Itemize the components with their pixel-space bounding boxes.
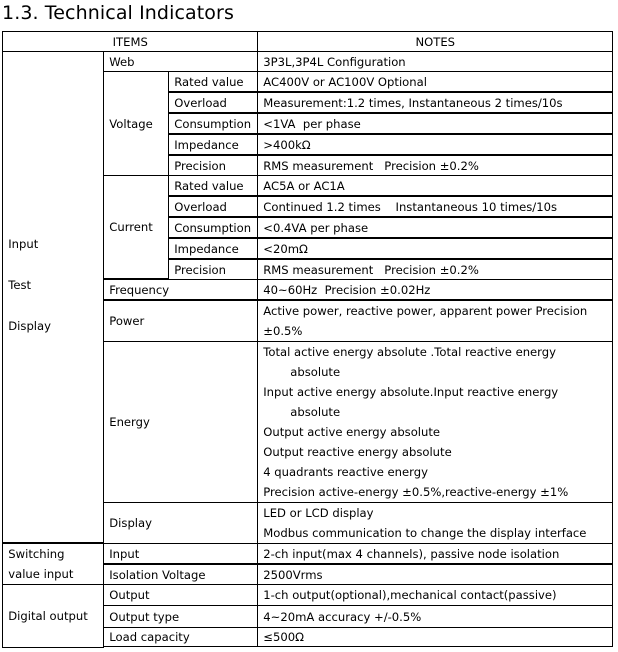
- item-label: Consumption: [174, 220, 252, 235]
- note-line: Total active energy absolute .Total reactive energy: [263, 345, 556, 360]
- item-label: Overload: [174, 95, 227, 110]
- item-label: Overload: [174, 199, 227, 214]
- note-voltage-impedance: [257, 134, 613, 155]
- item-label: Display: [109, 516, 152, 531]
- group-input-test-display: [2, 51, 104, 543]
- note-current-overload: [257, 196, 613, 217]
- note-text: AC5A or AC1A: [263, 178, 345, 193]
- item-energy: [103, 341, 258, 503]
- item-label: Output: [109, 588, 150, 603]
- page-title: 1.3. Technical Indicators: [2, 2, 234, 24]
- note-text: ≤500Ω: [263, 630, 304, 645]
- note-sw-input: [257, 543, 613, 564]
- note-line: ±0.5%: [263, 324, 303, 339]
- note-do-type: [257, 605, 613, 628]
- note-text: AC400V or AC100V Optional: [263, 74, 427, 89]
- note-web: [257, 51, 613, 72]
- note-text: Measurement:1.2 times, Instantaneous 2 times/10s: [263, 95, 563, 110]
- subgroup-voltage-label: Voltage: [109, 116, 153, 131]
- subgroup-voltage: [103, 71, 169, 176]
- header-items: [2, 31, 258, 52]
- item-label: Energy: [109, 415, 150, 430]
- note-power: [257, 300, 613, 342]
- item-label: Rated value: [174, 178, 244, 193]
- header-notes: [257, 31, 613, 52]
- note-current-precision: [257, 259, 613, 280]
- note-do-output: [257, 584, 613, 606]
- item-current-consumption: [168, 217, 258, 238]
- note-text: RMS measurement Precision ±0.2%: [263, 158, 479, 173]
- note-text: <0.4VA per phase: [263, 220, 369, 235]
- item-current-overload: [168, 196, 258, 217]
- item-voltage-overload: [168, 92, 258, 113]
- note-voltage-rated: [257, 71, 613, 92]
- item-label: Consumption: [174, 116, 252, 131]
- item-voltage-impedance: [168, 134, 258, 155]
- item-label: Frequency: [109, 282, 170, 297]
- note-line: Modbus communication to change the display interface: [263, 526, 587, 541]
- note-text: 1-ch output(optional),mechanical contact(passive): [263, 588, 557, 603]
- item-web-label: Web: [109, 54, 135, 69]
- group-switching-value-input: [2, 543, 104, 585]
- item-current-precision: [168, 259, 258, 280]
- note-line: Input active energy absolute.Input reactive energy: [263, 385, 559, 400]
- item-voltage-rated: [168, 71, 258, 92]
- group-label-display: Display: [8, 319, 51, 334]
- note-line: absolute: [290, 405, 341, 420]
- note-voltage-overload: [257, 92, 613, 113]
- subgroup-current: [103, 175, 169, 279]
- item-label: Output type: [109, 609, 180, 624]
- item-current-rated: [168, 175, 258, 196]
- item-current-impedance: [168, 238, 258, 259]
- note-text: 2500Vrms: [263, 567, 323, 582]
- item-display: [103, 502, 258, 544]
- subgroup-current-label: Current: [109, 220, 153, 235]
- item-label: Isolation Voltage: [109, 567, 206, 582]
- group-digital-output: [2, 584, 104, 648]
- note-voltage-consumption: [257, 113, 613, 134]
- item-label: Precision: [174, 158, 226, 173]
- note-line: LED or LCD display: [263, 506, 374, 521]
- note-text: Continued 1.2 times Instantaneous 10 times/10s: [263, 199, 557, 214]
- item-label: Rated value: [174, 74, 244, 89]
- group-label-input: Input: [8, 237, 39, 252]
- note-display: [257, 502, 613, 544]
- note-text: RMS measurement Precision ±0.2%: [263, 262, 479, 277]
- item-label: Input: [109, 546, 140, 561]
- note-current-rated: [257, 175, 613, 196]
- item-label: Impedance: [174, 241, 239, 256]
- note-text: 4~20mA accuracy +/-0.5%: [263, 609, 422, 624]
- note-current-consumption: [257, 217, 613, 238]
- group-label-test: Test: [8, 278, 32, 293]
- header-items-label: ITEMS: [112, 34, 148, 49]
- item-frequency: [103, 279, 258, 300]
- group-label-line: value input: [8, 567, 74, 582]
- item-do-type: [103, 605, 258, 628]
- note-text: >400kΩ: [263, 137, 311, 152]
- note-energy: [257, 341, 613, 503]
- header-notes-label: NOTES: [415, 34, 456, 49]
- note-current-impedance: [257, 238, 613, 259]
- note-line: Output active energy absolute: [263, 425, 441, 440]
- item-label: Load capacity: [109, 630, 190, 645]
- item-sw-input: [103, 543, 258, 564]
- item-label: Impedance: [174, 137, 239, 152]
- technical-indicators-table: [3, 32, 613, 652]
- note-line: Precision active-energy ±0.5%,reactive-energy ±1%: [263, 485, 569, 500]
- note-voltage-precision: [257, 155, 613, 176]
- item-voltage-precision: [168, 155, 258, 176]
- item-voltage-consumption: [168, 113, 258, 134]
- note-sw-isolation: [257, 564, 613, 585]
- note-line: absolute: [290, 365, 341, 380]
- group-label-line: Switching: [8, 547, 65, 562]
- item-do-load: [103, 627, 258, 647]
- note-text: <20mΩ: [263, 241, 308, 256]
- note-do-load: [257, 627, 613, 647]
- item-web: [103, 51, 258, 72]
- note-text: <1VA per phase: [263, 116, 361, 131]
- note-web-text: 3P3L,3P4L Configuration: [263, 54, 406, 69]
- item-power: [103, 300, 258, 342]
- note-text: 2-ch input(max 4 channels), passive node isolation: [263, 546, 560, 561]
- note-line: Active power, reactive power, apparent power Precision: [263, 304, 588, 319]
- item-label: Precision: [174, 262, 226, 277]
- note-text: 40~60Hz Precision ±0.02Hz: [263, 282, 431, 297]
- note-line: 4 quadrants reactive energy: [263, 465, 428, 480]
- note-frequency: [257, 279, 613, 300]
- group-label: Digital output: [8, 609, 88, 624]
- item-sw-isolation: [103, 564, 258, 585]
- item-label: Power: [109, 314, 145, 329]
- note-line: Output reactive energy absolute: [263, 445, 452, 460]
- item-do-output: [103, 584, 258, 606]
